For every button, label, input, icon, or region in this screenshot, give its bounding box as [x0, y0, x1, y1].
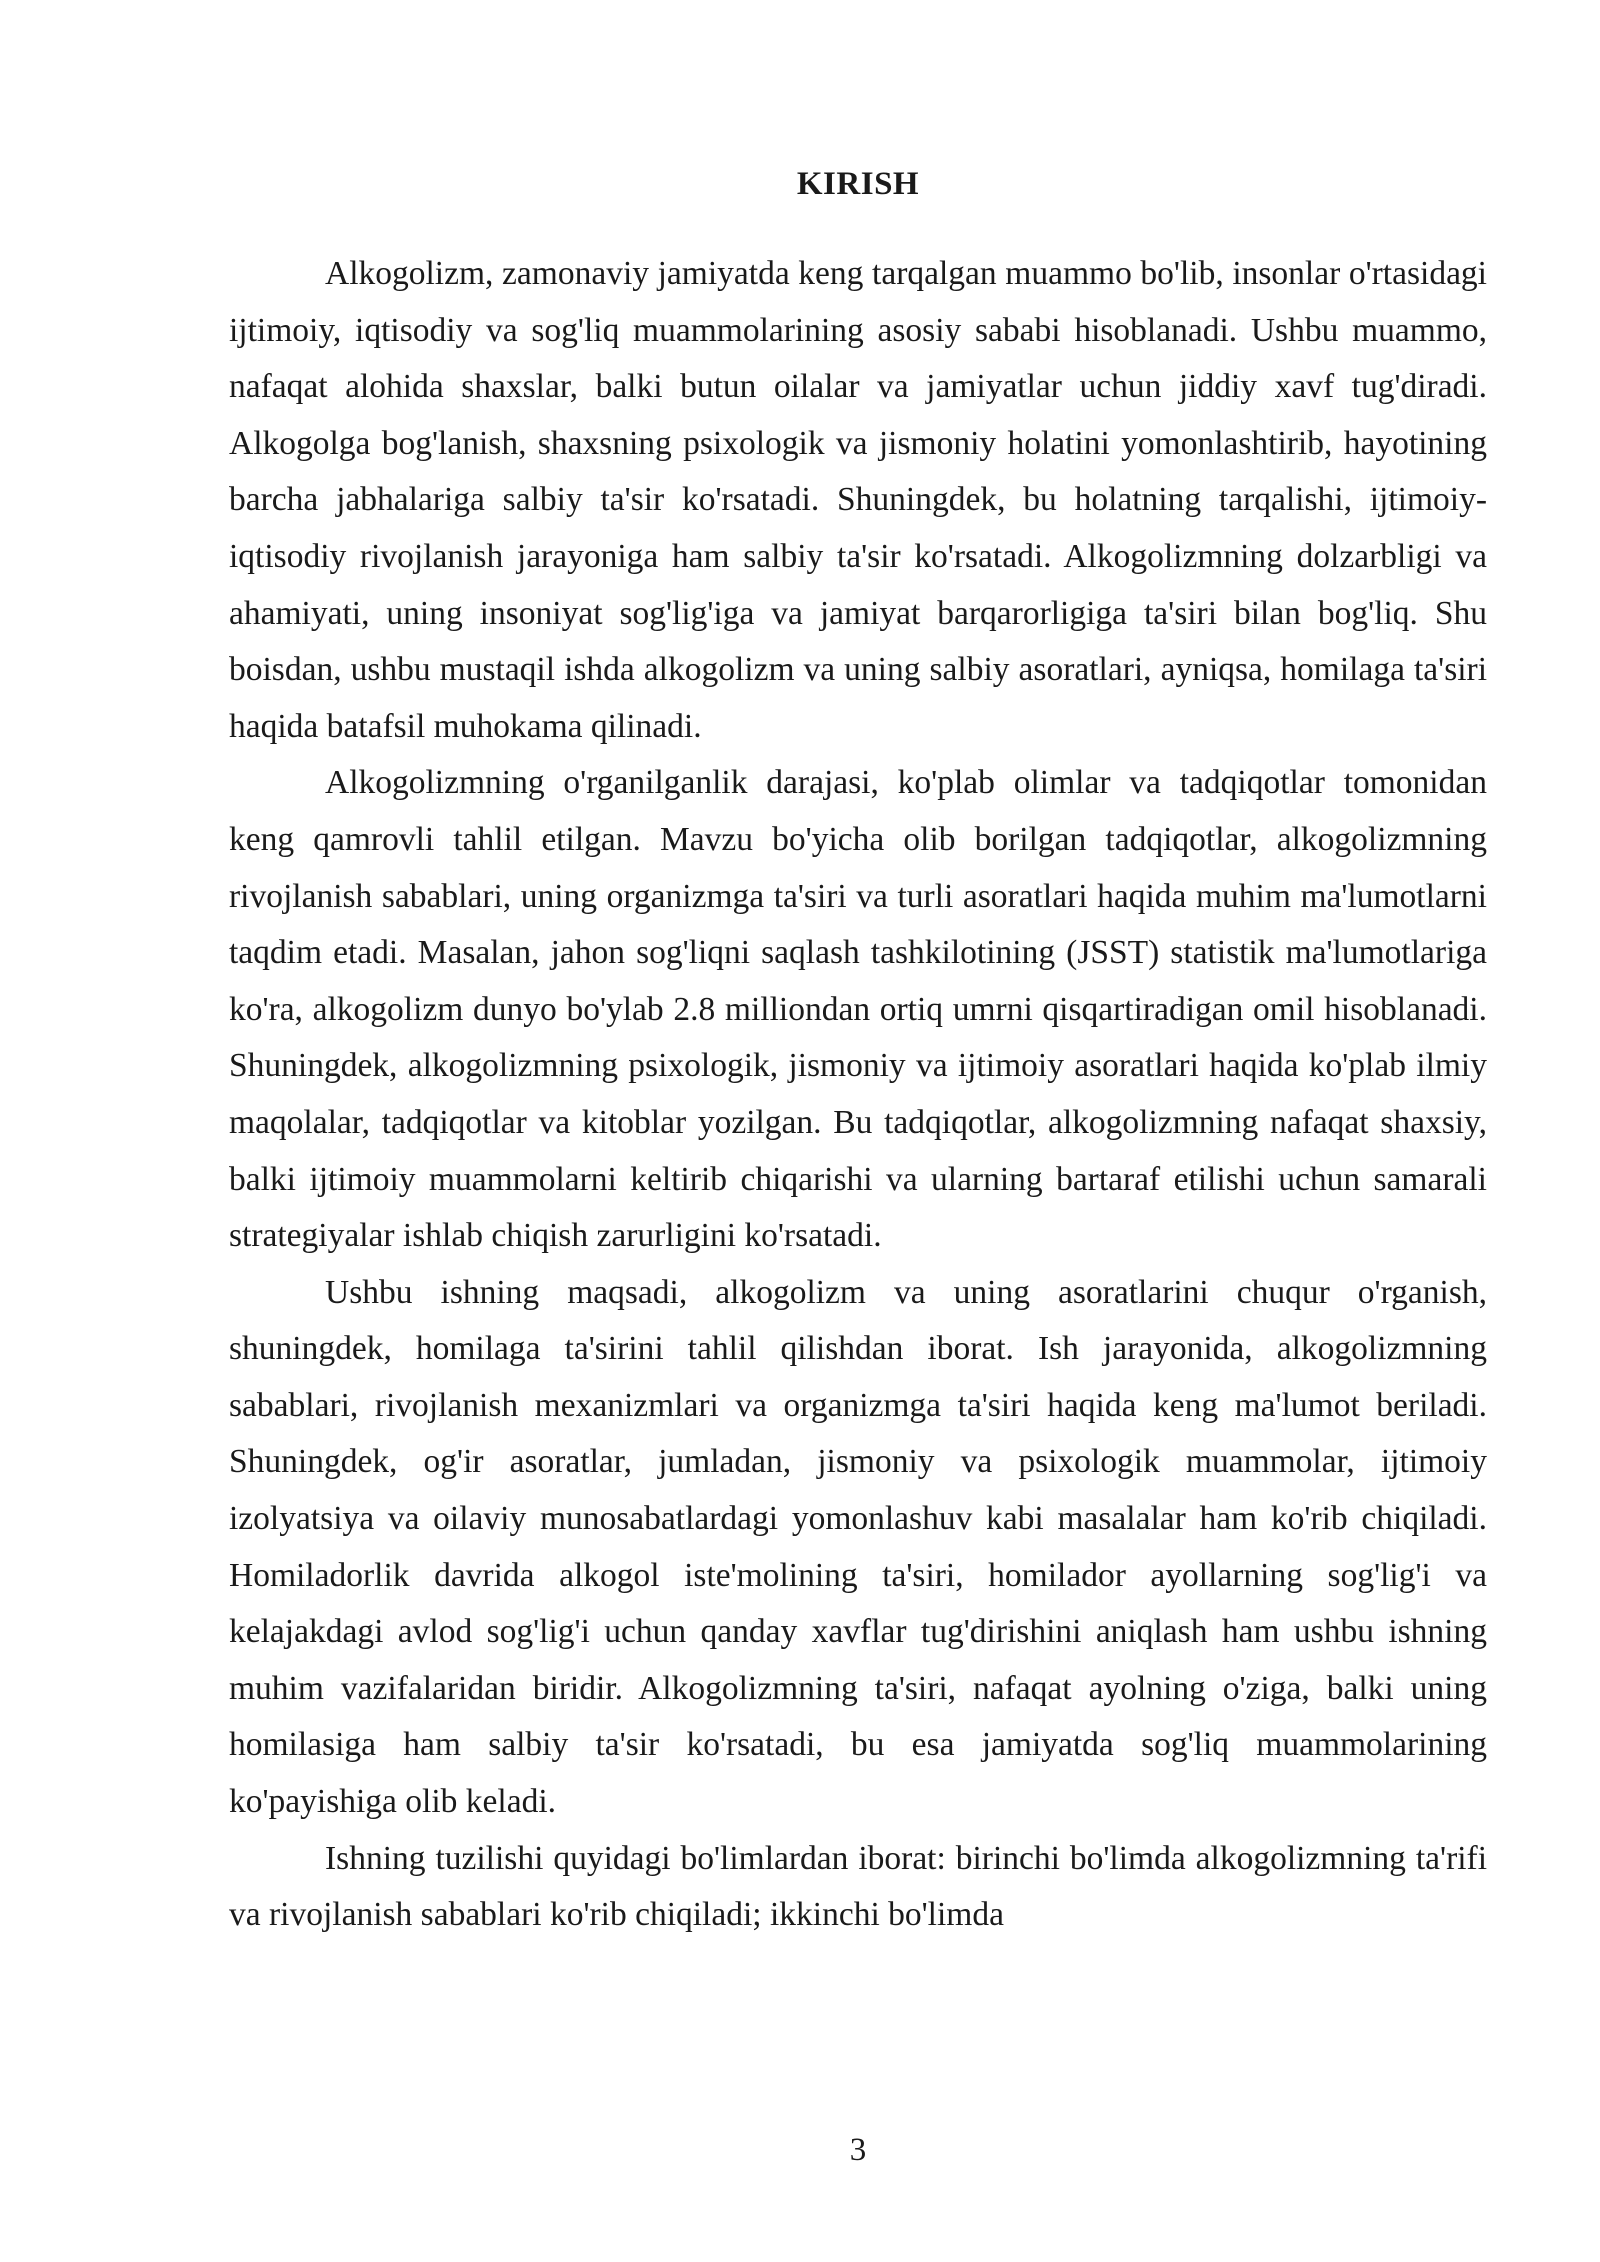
paragraph-2: Alkogolizmning o'rganilganlik darajasi, ko'plab olimlar va tadqiqotlar tomonidan keng qamrovli tahlil etilgan. Mavzu bo'yicha olib borilgan tadqiqotlar, alkogolizmning rivojlanish sabablari, uning organizmga ta'siri va turli asoratlari haqida muhim ma'lumotlarni taqdim etadi. Masalan, jahon sog'liqni saqlash tashkilotining (JSST) statistik ma'lumotlariga ko'ra, alkogolizm dunyo bo'ylab 2.8 milliondan ortiq umrni qisqartiradigan omil hisoblanadi. Shuningdek, alkogolizmning psixologik, jismoniy va ijtimoiy asoratlari haqida ko'plab ilmiy maqolalar, tadqiqotlar va kitoblar yozilgan. Bu tadqiqotlar, alkogolizmning nafaqat shaxsiy, balki ijtimoiy muammolarni keltirib chiqarishi va ularning bartaraf etilishi uchun samarali strategiyalar ishlab chiqish zarurligini ko'rsatadi. [229, 764, 1487, 1255]
page-number: 3 [849, 2132, 867, 2168]
paragraph-4: Ishning tuzilishi quyidagi bo'limlardan iborat: birinchi bo'limda alkogolizmning ta'rifi va rivojlanish sabablari ko'rib chiqiladi; ikkinchi bo'limda [229, 1839, 1487, 1934]
paragraph-1: Alkogolizm, zamonaviy jamiyatda keng tarqalgan muammo bo'lib, insonlar o'rtasidagi ijtimoiy, iqtisodiy va sog'liq muammolarining asosiy sababi hisoblanadi. Ushbu muammo, nafaqat alohida shaxslar, balki butun oilalar va jamiyatlar uchun jiddiy xavf tug'diradi. Alkogolga bog'lanish, shaxsning psixologik va jismoniy holatini yomonlashtirib, hayotining barcha jabhalariga salbiy ta'sir ko'rsatadi. Shuningdek, bu holatning tarqalishi, ijtimoiy-iqtisodiy rivojlanish jarayoniga ham salbiy ta'sir ko'rsatadi. Alkogolizmning dolzarbligi va ahamiyati, uning insoniyat sog'lig'iga va jamiyat barqarorligiga ta'siri bilan bog'liq. Shu boisdan, ushbu mustaqil ishda alkogolizm va uning salbiy asoratlari, ayniqsa, homilaga ta'siri haqida batafsil muhokama qilinadi. [229, 255, 1487, 745]
body-text [229, 246, 1487, 1944]
paragraph-3: Ushbu ishning maqsadi, alkogolizm va uning asoratlarini chuqur o'rganish, shuningdek, homilaga ta'sirini tahlil qilishdan iborat. Ish jarayonida, alkogolizmning sabablari, rivojlanish mexanizmlari va organizmga ta'siri haqida keng ma'lumot beriladi. Shuningdek, og'ir asoratlar, jumladan, jismoniy va psixologik muammolar, ijtimoiy izolyatsiya va oilaviy munosabatlardagi yomonlashuv kabi masalalar ham ko'rib chiqiladi. Homiladorlik davrida alkogol iste'molining ta'siri, homilador ayollarning sog'lig'i va kelajakdagi avlod sog'lig'i uchun qanday xavflar tug'dirishini aniqlash ham ushbu ishning muhim vazifalaridan biridir. Alkogolizmning ta'siri, nafaqat ayolning o'ziga, balki uning homilasiga ham salbiy ta'sir ko'rsatadi, bu esa jamiyatda sog'liq muammolarining ko'payishiga olib keladi. [229, 1273, 1487, 1821]
page-title: KIRISH [796, 166, 920, 202]
